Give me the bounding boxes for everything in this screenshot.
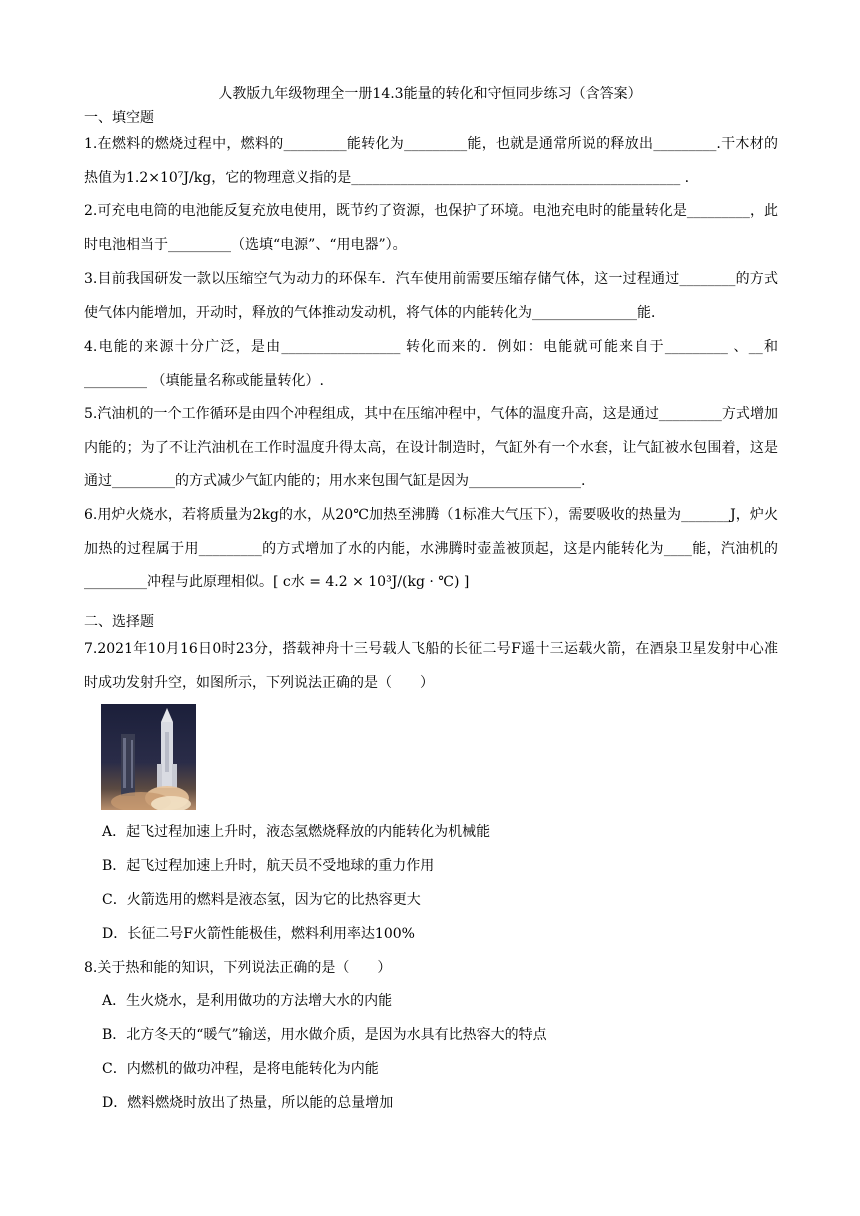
q7-option-b: B．起飞过程加速上升时，航天员不受地球的重力作用 (102, 858, 435, 874)
question-8: 8.关于热和能的知识，下列说法正确的是（ ） (84, 960, 392, 976)
q8-option-b: B．北方冬天的“暖气”输送，用水做介质，是因为水具有比热容大的特点 (102, 1027, 547, 1043)
rocket-launch-illustration (101, 704, 196, 810)
q8-option-d: D．燃料燃烧时放出了热量，所以能的总量增加 (102, 1095, 394, 1111)
document-title: 人教版九年级物理全一册14.3能量的转化和守恒同步练习（含答案） (218, 86, 642, 102)
question-1: 1.在燃料的燃烧过程中，燃料的_________能转化为_________能，也就是通常所说的释放出_________.干木材的热值为1.2×10⁷J/kg，它的物理意义指的是_______________________________________________ . (84, 136, 778, 186)
rocket-launch-photo (101, 704, 196, 810)
section-fill-in: 一、填空题 (84, 110, 154, 126)
q7-option-d: D．长征二号F火箭性能极佳，燃料利用率达100% (102, 926, 415, 942)
question-6: 6.用炉火烧水，若将质量为2kg的水，从20℃加热至沸腾（1标准大气压下），需要吸收的热量为_______J，炉火加热的过程属于用_________的方式增加了水的内能，水沸腾时壶盖被顶起，这是内能转化为____能，汽油机的_________冲程与此原理相似。[ c水 = 4.2 × 10³J/(kg · ℃) ] (84, 507, 778, 590)
section-choice: 二、选择题 (84, 614, 154, 630)
q7-option-a: A．起飞过程加速上升时，液态氢燃烧释放的内能转化为机械能 (102, 824, 491, 840)
question-2: 2.可充电电筒的电池能反复充放电使用，既节约了资源，也保护了环境。电池充电时的能量转化是_________，此时电池相当于_________（选填“电源”、“用电器”）。 (84, 203, 778, 253)
question-5: 5.汽油机的一个工作循环是由四个冲程组成，其中在压缩冲程中，气体的温度升高，这是通过_________方式增加内能的；为了不让汽油机在工作时温度升得太高，在设计制造时，气缸外有一个水套，让气缸被水包围着，这是通过_________的方式减少气缸内能的；用水来包围气缸是因为________________. (84, 406, 778, 489)
q7-option-c: C．火箭选用的燃料是液态氢，因为它的比热容更大 (102, 892, 421, 908)
question-7: 7.2021年10月16日0时23分，搭载神舟十三号载人飞船的长征二号F遥十三运载火箭，在酒泉卫星发射中心准时成功发射升空，如图所示，下列说法正确的是（ ） (84, 641, 778, 691)
q8-option-c: C．内燃机的做功冲程，是将电能转化为内能 (102, 1061, 379, 1077)
q8-option-a: A．生火烧水，是利用做功的方法增大水的内能 (102, 993, 393, 1009)
question-4: 4.电能的来源十分广泛，是由_________________ 转化而来的．例如：电能就可能来自于_________ 、__和_________ （填能量名称或能量转化）. (84, 339, 778, 389)
question-3: 3.目前我国研发一款以压缩空气为动力的环保车．汽车使用前需要压缩存储气体，这一过程通过________的方式使气体内能增加，开动时，释放的气体推动发动机，将气体的内能转化为_______________能． (84, 271, 778, 321)
